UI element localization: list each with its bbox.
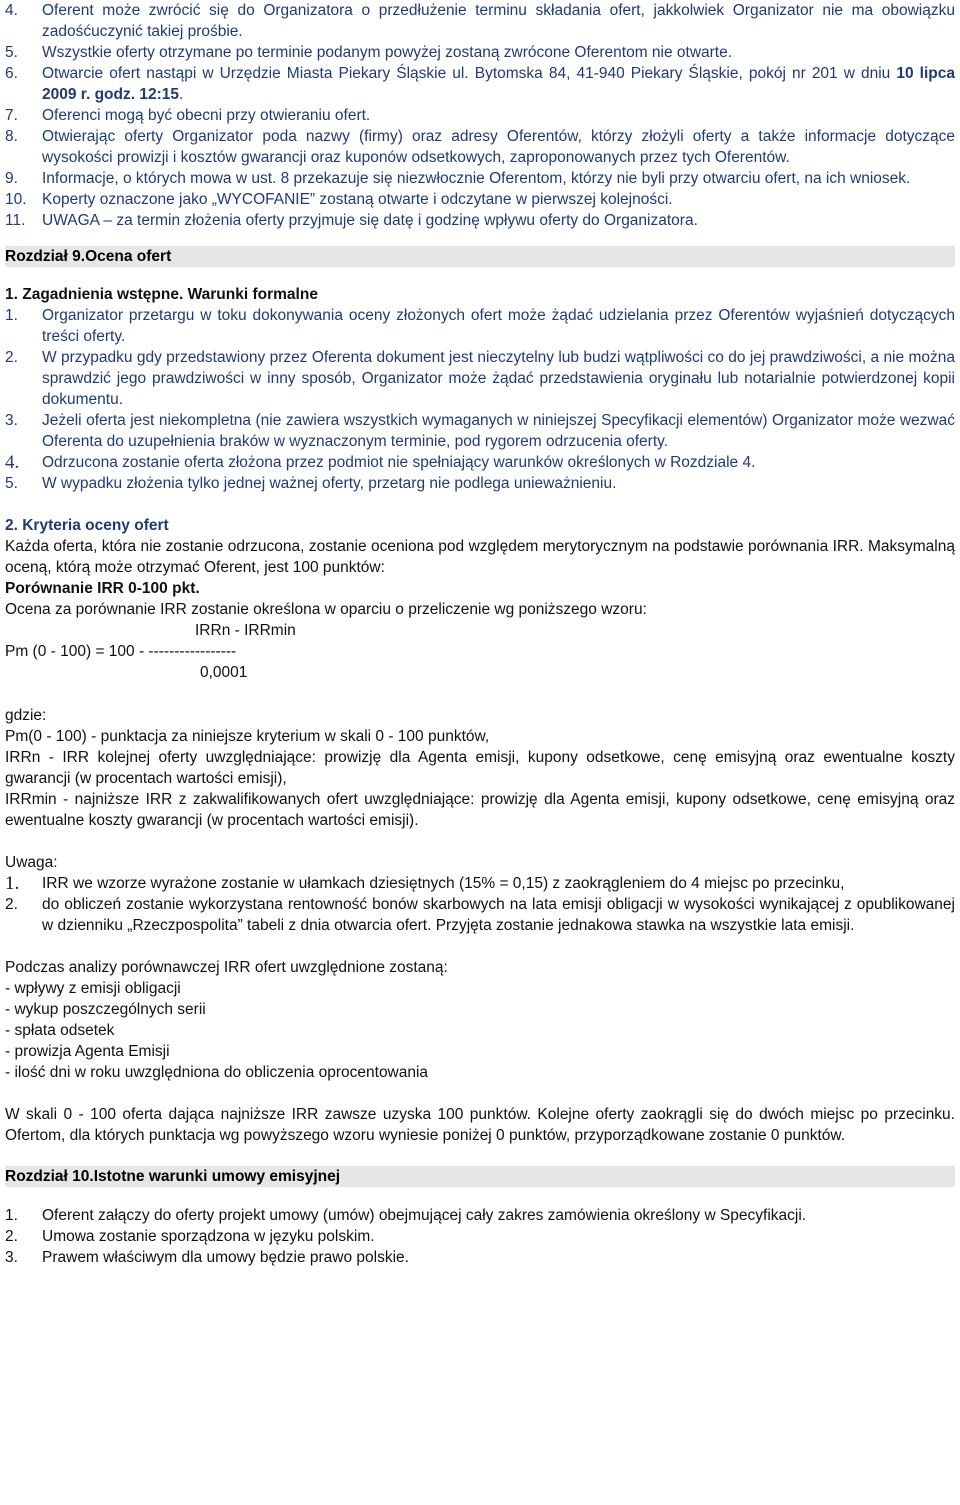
item-text: Jeżeli oferta jest niekompletna (nie zawiera wszystkich wymaganych w niniejszej Specyfikacji elementów) Organizator może wezwać Oferenta do uzupełnienia braków w wyznaczonym terminie, pod rygorem odrzucenia oferty. [42,412,955,450]
chapter-heading: Rozdział 9.Ocena ofert [5,246,955,267]
list-item [5,1226,955,1247]
definition: Pm(0 - 100) - punktacja za niniejsze kryterium w skali 0 - 100 punktów, [5,728,490,745]
item-text-end: . [179,86,184,103]
spacer [5,1146,955,1166]
item-text: W wypadku złożenia tylko jednej ważnej oferty, przetarg nie podlega unieważnieniu. [42,475,617,492]
item-text: IRR we wzorze wyrażone zostanie w ułamkach dziesiętnych (15% = 0,15) z zaokrągleniem do 4 miejsc po przecinku, [42,875,845,892]
spacer [5,683,955,705]
opening-date: 10 lipca 2009 r. godz. 12:15 [42,65,955,103]
list-item [5,1205,955,1226]
item-number: 2. [5,1228,18,1245]
section-title: 1. Zagadnienia wstępne. Warunki formalne [5,286,318,303]
item-text: Oferent załączy do oferty projekt umowy (umów) obejmującej cały zakres zamówienia określony w Specyfikacji. [42,1207,807,1224]
item-text: Informacje, o których mowa w ust. 8 przekazuje się niezwłocznie Oferentom, którzy nie byli przy otwarciu ofert, na ich wniosek. [42,170,911,187]
list-item [5,105,955,126]
item-text: do obliczeń zostanie wykorzystana rentowność bonów skarbowych na lata emisji obligacji w wysokości wynikającej z opublikowanej w dzienniku „Rzeczpospolita” tabeli z dnia otwarcia ofert. Przyjęta zostanie jednakowa stawka na wszystkie lata emisji. [42,896,955,934]
item-text: Umowa zostanie sporządzona w języku polskim. [42,1228,375,1245]
spacer [5,1187,955,1205]
list-item [5,189,955,210]
definition: IRRn - IRR kolejnej oferty uwzględniające: prowizję dla Agenta emisji, kupony odsetkowe, cenę emisyjną oraz ewentualne koszty gwarancji (w procentach wartości emisji), [5,749,955,787]
document-page [5,0,955,1268]
gdzie-label: gdzie: [5,707,47,724]
item-number: 9. [5,170,18,187]
list-item [5,894,955,936]
chapter-heading: Rozdział 10.Istotne warunki umowy emisyjnej [5,1166,955,1187]
item-number: 10. [5,191,27,208]
item-number: 6. [5,65,18,82]
formula-lhs: Pm (0 - 100) = 100 - ----------------- [5,643,237,660]
list-item [5,347,955,410]
paragraph: Każda oferta, która nie zostanie odrzucona, zostanie oceniona pod względem merytorycznym na podstawie porównania IRR. Maksymalną oceną, którą może otrzymać Oferent, jest 100 punktów: [5,538,955,576]
item-number: 2. [5,349,18,366]
item-text: Prawem właściwym dla umowy będzie prawo polskie. [42,1249,409,1266]
spacer [5,831,955,852]
list-item [5,0,955,42]
uwaga-label: Uwaga: [5,854,58,871]
bullet-item: - wykup poszczególnych serii [5,1001,206,1018]
list-item [5,305,955,347]
spacer [5,936,955,957]
item-number: 3. [5,412,18,429]
paragraph: Ocena za porównanie IRR zostanie określona w oparciu o przeliczenie wg poniższego wzoru: [5,601,647,618]
list-item [5,873,955,894]
bullet-item: - wpływy z emisji obligacji [5,980,181,997]
item-text: Koperty oznaczone jako „WYCOFANIE” zostaną otwarte i odczytane w pierwszej kolejności. [42,191,673,208]
item-number: 1. [5,1207,18,1224]
bullet-item: - prowizja Agenta Emisji [5,1043,170,1060]
item-text: Otwarcie ofert nastąpi w Urzędzie Miasta Piekary Śląskie ul. Bytomska 84, 41-940 Piekary Śląskie, pokój nr 201 w dniu [42,65,897,82]
irr-formula [5,620,955,683]
item-text: UWAGA – za termin złożenia oferty przyjmuje się datę i godzinę wpływu oferty do Organizatora. [42,212,698,229]
item-text: Odrzucona zostanie oferta złożona przez podmiot nie spełniający warunków określonych w Rozdziale 4. [42,454,756,471]
spacer [5,267,955,284]
definition: IRRmin - najniższe IRR z zakwalifikowanych ofert uwzględniające: prowizję dla Agenta emisji, kupony odsetkowe, cenę emisyjną oraz ewentualne koszty gwarancji (w procentach wartości emisji). [5,791,955,829]
list-item [5,42,955,63]
list-item [5,410,955,452]
list-item [5,126,955,168]
item-number: 2. [5,896,18,913]
section-title: 2. Kryteria oceny ofert [5,517,169,534]
item-number: 11. [5,212,26,229]
spacer [5,231,955,246]
list-item [5,63,955,105]
bullet-item: - spłata odsetek [5,1022,115,1039]
item-number: 8. [5,128,18,145]
item-number: 5. [5,44,18,61]
item-number: 5. [5,475,18,492]
item-number: 1. [5,873,20,894]
item-text: Oferent może zwrócić się do Organizatora o przedłużenie terminu składania ofert, jakkolwiek Organizator nie ma obowiązku zadośćuczynić takiej prośbie. [42,2,955,40]
list-item [5,452,955,473]
item-number: 4. [5,452,20,473]
item-text: Wszystkie oferty otrzymane po terminie podanym powyżej zostaną zwrócone Oferentom nie otwarte. [42,44,733,61]
spacer [5,494,955,515]
item-number: 4. [5,2,18,19]
item-text: W przypadku gdy przedstawiony przez Oferenta dokument jest nieczytelny lub budzi wątpliwości co do jej prawdziwości, a nie można sprawdzić jego prawdziwości w inny sposób, Organizator może żądać przedstawienia oryginału lub notarialnie potwierdzonej kopii dokumentu. [42,349,955,408]
paragraph: Podczas analizy porównawczej IRR ofert uwzględnione zostaną: [5,959,448,976]
item-number: 1. [5,307,18,324]
bold-line: Porównanie IRR 0-100 pkt. [5,580,200,597]
formula-denominator: 0,0001 [200,664,248,681]
list-item [5,1247,955,1268]
item-text: Organizator przetargu w toku dokonywania oceny złożonych ofert może żądać udzielania przez Oferentów wyjaśnień dotyczących treści oferty. [42,307,955,345]
list-item [5,473,955,494]
paragraph: W skali 0 - 100 oferta dająca najniższe IRR zawsze uzyska 100 punktów. Kolejne oferty zaokrągli się do dwóch miejsc po przecinku. Ofertom, dla których punktacja wg powyższego wzoru wyniesie poniżej 0 punktów, przyporządkowane zostanie 0 punktów. [5,1106,955,1144]
formula-numerator: IRRn - IRRmin [195,622,296,639]
bullet-item: - ilość dni w roku uwzględniona do obliczenia oprocentowania [5,1064,429,1081]
item-text: Otwierając oferty Organizator poda nazwy (firmy) oraz adresy Oferentów, którzy złożyli oferty a także informacje dotyczące wysokości prowizji i kosztów gwarancji oraz kuponów odsetkowych, zaproponowanych przez tych Oferentów. [42,128,955,166]
spacer [5,1083,955,1104]
item-text: Oferenci mogą być obecni przy otwieraniu ofert. [42,107,371,124]
item-number: 3. [5,1249,18,1266]
item-number: 7. [5,107,18,124]
list-item [5,168,955,189]
list-item [5,210,955,231]
